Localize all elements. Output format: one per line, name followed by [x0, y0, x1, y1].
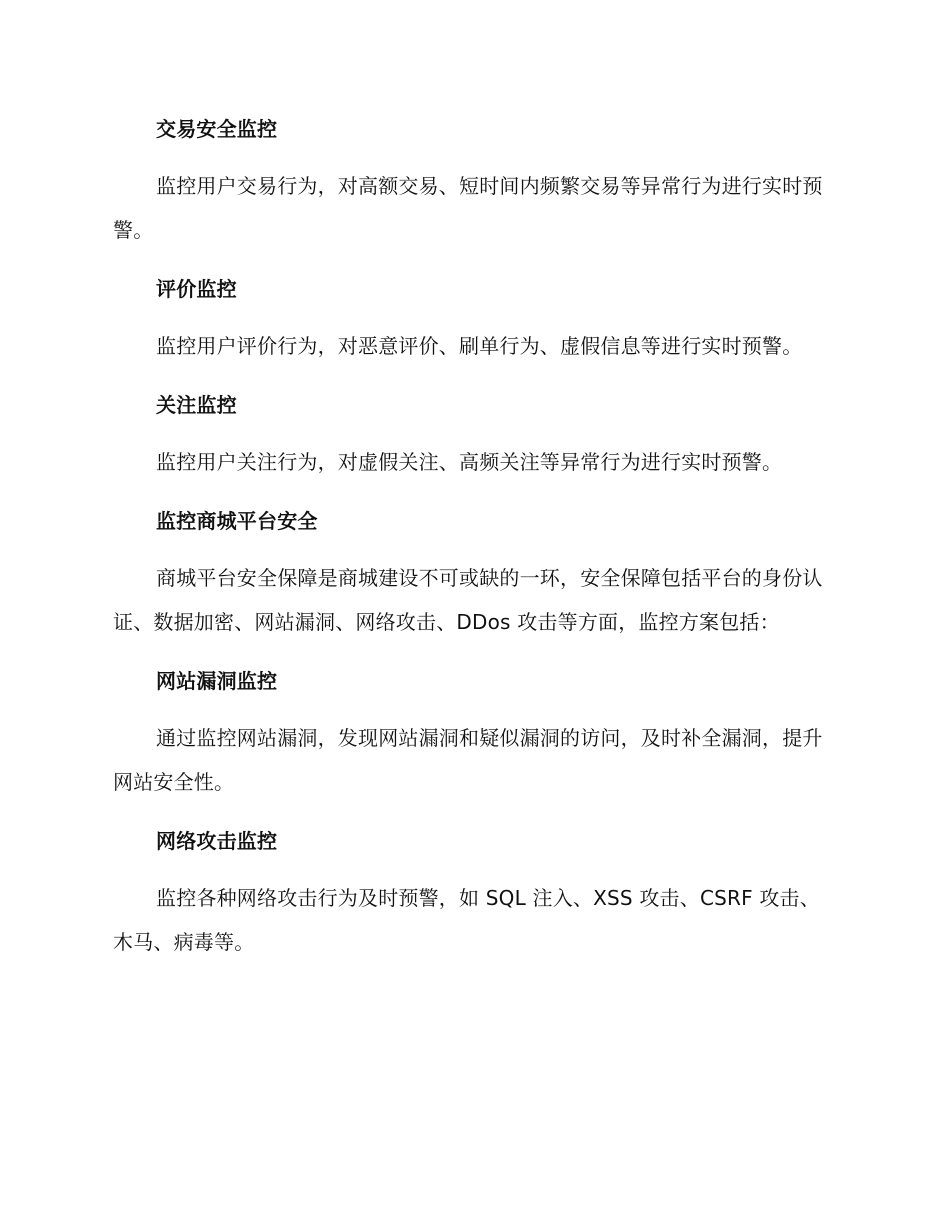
section-paragraph-follow-monitoring: 监控用户关注行为，对虚假关注、高频关注等异常行为进行实时预警。 [156, 450, 783, 474]
section-heading-network-attack: 网络攻击监控 [156, 829, 278, 853]
section-paragraph-transaction-security: 监控用户交易行为，对高额交易、短时间内频繁交易等异常行为进行实时预警。 [113, 174, 823, 242]
section-heading-transaction-security: 交易安全监控 [156, 117, 278, 141]
section-paragraph-platform-security: 商城平台安全保障是商城建设不可或缺的一环，安全保障包括平台的身份认证、数据加密、网站漏洞、网络攻击、DDos 攻击等方面，监控方案包括： [113, 566, 823, 634]
section-heading-website-vulnerability: 网站漏洞监控 [156, 669, 278, 693]
section-paragraph-network-attack: 监控各种网络攻击行为及时预警，如 SQL 注入、XSS 攻击、CSRF 攻击、木马、病毒等。 [113, 886, 820, 954]
section-paragraph-review-monitoring: 监控用户评价行为，对恶意评价、刷单行为、虚假信息等进行实时预警。 [156, 334, 803, 358]
section-paragraph-website-vulnerability: 通过监控网站漏洞，发现网站漏洞和疑似漏洞的访问，及时补全漏洞，提升网站安全性。 [113, 726, 823, 794]
section-heading-follow-monitoring: 关注监控 [156, 393, 237, 417]
document-body [113, 112, 838, 964]
section-heading-review-monitoring: 评价监控 [156, 277, 237, 301]
section-heading-platform-security: 监控商城平台安全 [156, 509, 318, 533]
